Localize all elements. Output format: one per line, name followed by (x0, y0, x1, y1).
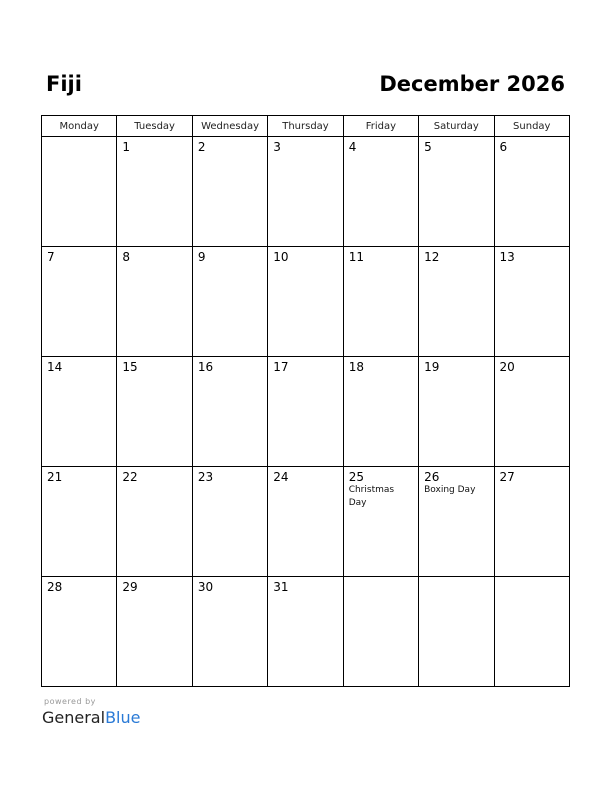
day-cell (42, 577, 117, 687)
day-number: 22 (122, 470, 138, 484)
day-cell (117, 137, 192, 247)
day-cell (343, 247, 418, 357)
day-number: 8 (122, 250, 131, 264)
powered-by-text: powered by (44, 697, 96, 706)
day-number: 20 (499, 360, 515, 374)
day-number: 3 (273, 140, 281, 154)
day-cell (42, 467, 117, 577)
brand-part-blue: Blue (105, 708, 141, 727)
day-cell (268, 137, 343, 247)
day-number (344, 577, 418, 580)
day-cell (494, 137, 569, 247)
weekday-thursday: Thursday (268, 116, 343, 137)
day-cell (343, 577, 418, 687)
day-number: 24 (273, 470, 289, 484)
day-cell (117, 357, 192, 467)
day-cell-christmas (343, 467, 418, 577)
day-cell (419, 577, 494, 687)
day-cell (343, 357, 418, 467)
country-title: Fiji (46, 72, 82, 96)
day-number: 16 (197, 360, 214, 374)
day-number (419, 577, 493, 580)
day-cell (343, 137, 418, 247)
day-cell (42, 357, 117, 467)
day-number: 7 (47, 250, 55, 264)
day-number: 6 (499, 140, 508, 154)
day-number: 14 (47, 360, 63, 374)
day-number: 23 (197, 470, 214, 484)
day-number: 10 (273, 250, 289, 264)
brand-logo (42, 708, 140, 728)
day-cell (42, 137, 117, 247)
day-cell (268, 467, 343, 577)
day-cell (268, 357, 343, 467)
day-number: 1 (122, 140, 131, 154)
weekday-tuesday: Tuesday (117, 116, 192, 137)
day-number: 29 (122, 580, 138, 594)
calendar-grid (41, 115, 570, 687)
day-cell (117, 467, 192, 577)
day-cell (419, 247, 494, 357)
day-cell (192, 357, 267, 467)
day-number: 26 (424, 470, 440, 484)
day-number (42, 137, 116, 140)
day-number: 11 (348, 250, 364, 264)
day-cell (268, 577, 343, 687)
day-cell (494, 247, 569, 357)
day-cell (268, 247, 343, 357)
weekday-sunday: Sunday (494, 116, 569, 137)
weekday-wednesday: Wednesday (192, 116, 267, 137)
day-number: 30 (197, 580, 214, 594)
week-row-3 (42, 357, 570, 467)
day-number: 25 (348, 470, 364, 484)
month-title: December 2026 (379, 72, 565, 96)
day-number: 27 (499, 470, 515, 484)
day-number: 5 (424, 140, 432, 154)
day-cell (117, 247, 192, 357)
day-cell (494, 357, 569, 467)
holiday-label: Christmas Day (348, 485, 395, 508)
week-row-5 (42, 577, 570, 687)
day-number (495, 577, 569, 580)
weekday-friday: Friday (343, 116, 418, 137)
week-row-2 (42, 247, 570, 357)
day-cell (419, 137, 494, 247)
day-cell (192, 577, 267, 687)
day-number: 13 (499, 250, 515, 264)
day-cell (192, 467, 267, 577)
day-number: 9 (197, 250, 206, 264)
day-number: 17 (273, 360, 289, 374)
weekday-header-row (42, 116, 570, 137)
brand-part-general: General (42, 708, 106, 727)
day-number: 12 (424, 250, 440, 264)
day-number: 31 (273, 580, 289, 594)
day-cell (192, 247, 267, 357)
weekday-monday: Monday (42, 116, 117, 137)
day-number: 21 (47, 470, 63, 484)
day-number: 2 (197, 140, 206, 154)
day-cell (419, 357, 494, 467)
day-cell (192, 137, 267, 247)
day-number: 4 (348, 140, 357, 154)
day-number: 19 (424, 360, 440, 374)
day-cell (117, 577, 192, 687)
week-row-1 (42, 137, 570, 247)
day-cell-boxing-day (419, 467, 494, 577)
day-number: 28 (47, 580, 63, 594)
holiday-label: Boxing Day (424, 485, 476, 495)
day-cell (42, 247, 117, 357)
day-number: 18 (348, 360, 364, 374)
day-number: 15 (122, 360, 138, 374)
day-cell (494, 467, 569, 577)
day-cell (494, 577, 569, 687)
weekday-saturday: Saturday (419, 116, 494, 137)
week-row-4 (42, 467, 570, 577)
